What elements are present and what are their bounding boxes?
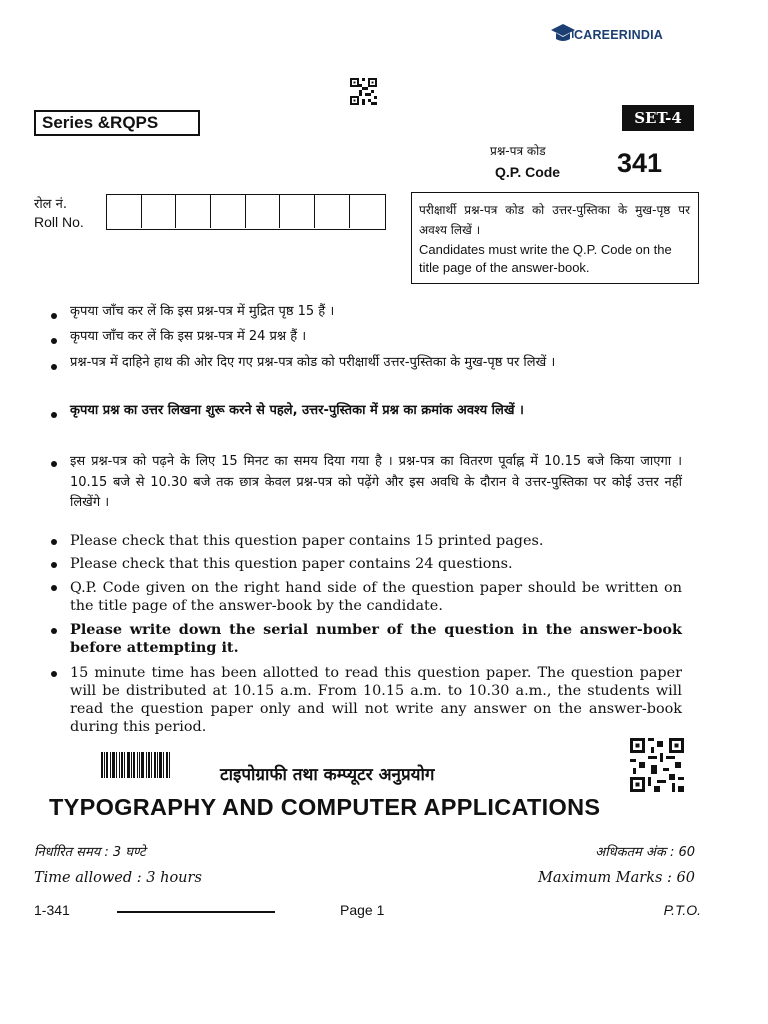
series-box: Series &RQPS [34,110,200,136]
barcode [101,752,179,778]
qr-code-small [350,78,377,105]
roll-box [142,195,177,228]
instruction-hi-1: कृपया जाँच कर लें कि इस प्रश्न-पत्र में मुद्रित पृष्ठ 15 हैं । [70,304,335,319]
qp-code-value: 341 [617,148,663,178]
bullet-icon [51,461,57,467]
candidate-note-box [411,192,699,284]
bullet-icon [51,338,57,344]
instruction-en-2: Please check that this question paper contains 24 questions. [70,556,513,572]
instruction-hi-5: इस प्रश्न-पत्र को पढ़ने के लिए 15 मिनट का समय दिया गया है । प्रश्न-पत्र का वितरण पूर्वाह्न में 10.15 बजे किया जाएगा । 10.15 बजे से 10.30 बजे तक छात्र केवल प्रश्न-पत्र को पढ़ेंगे और इस अवधि के दौरान वे उत्तर-पुस्तिका पर कोई उत्तर नहीं लिखेंगे । [70,454,682,510]
qp-code-label-hindi: प्रश्न-पत्र कोड [490,144,546,158]
bullet-icon [51,562,57,568]
instruction-hi-4: कृपया प्रश्न का उत्तर लिखना शुरू करने से पहले, उत्तर-पुस्तिका में प्रश्न का क्रमांक अवश्य लिखें । [70,403,524,418]
roll-box [280,195,315,228]
time-allowed: Time allowed : 3 hours [34,870,202,886]
instruction-en-3: Q.P. Code given on the right hand side of the question paper should be written on the title page of the answer-book by the candidate. [70,580,682,614]
careerindia-logo [550,22,670,48]
qr-code-large [630,738,684,792]
subject-title-hindi: टाइपोग्राफी तथा कम्प्यूटर अनुप्रयोग [220,765,435,785]
note-hindi: परीक्षार्थी प्रश्न-पत्र कोड को उत्तर-पुस्तिका के मुख-पृष्ठ पर अवश्य लिखें । [419,203,690,237]
roll-number-boxes [106,194,386,230]
bullet-icon [51,671,57,677]
logo-text: CAREERINDIA [574,28,664,42]
graduation-cap-icon [550,22,576,46]
instruction-hi-3: प्रश्न-पत्र में दाहिने हाथ की ओर दिए गए प्रश्न-पत्र कोड को परीक्षार्थी उत्तर-पुस्तिका के मुख-पृष्ठ पर लिखें । [70,355,556,370]
roll-box [176,195,211,228]
note-english: Candidates must write the Q.P. Code on the title page of the answer-book. [419,242,672,275]
bullet-icon [51,412,57,418]
bullet-icon [51,585,57,591]
subject-title: TYPOGRAPHY AND COMPUTER APPLICATIONS [49,794,601,820]
paper-code: 1-341 [34,902,70,918]
bullet-icon [51,539,57,545]
roll-box [107,195,142,228]
roll-box [211,195,246,228]
bullet-icon [51,313,57,319]
instruction-en-1: Please check that this question paper contains 15 printed pages. [70,533,544,549]
qp-code-label: Q.P. Code [495,164,561,180]
roll-box [350,195,385,228]
bullet-icon [51,364,57,370]
footer-divider [117,911,275,913]
time-allowed-hindi: निर्धारित समय : 3 घण्टे [34,845,146,860]
bullet-icon [51,628,57,634]
roll-label-hindi: रोल नं. [34,197,67,212]
instruction-en-4: Please write down the serial number of the question in the answer-book before attempting it. [70,621,682,656]
instruction-hi-2: कृपया जाँच कर लें कि इस प्रश्न-पत्र में 24 प्रश्न हैं । [70,329,307,344]
roll-box [246,195,281,228]
max-marks: Maximum Marks : 60 [538,870,695,886]
page-number: Page 1 [340,902,385,918]
instruction-en-5: 15 minute time has been allotted to read this question paper. The question paper will be distributed at 10.15 a.m. From 10.15 a.m. to 10.30 a.m., the students will read the question paper only and will not write any answer on the answer-book during this period. [70,665,682,735]
roll-box [315,195,350,228]
pto-label: P.T.O. [663,902,701,918]
max-marks-hindi: अधिकतम अंक : 60 [595,845,695,860]
roll-label: Roll No. [34,214,84,230]
set-badge: SET-4 [622,105,694,131]
